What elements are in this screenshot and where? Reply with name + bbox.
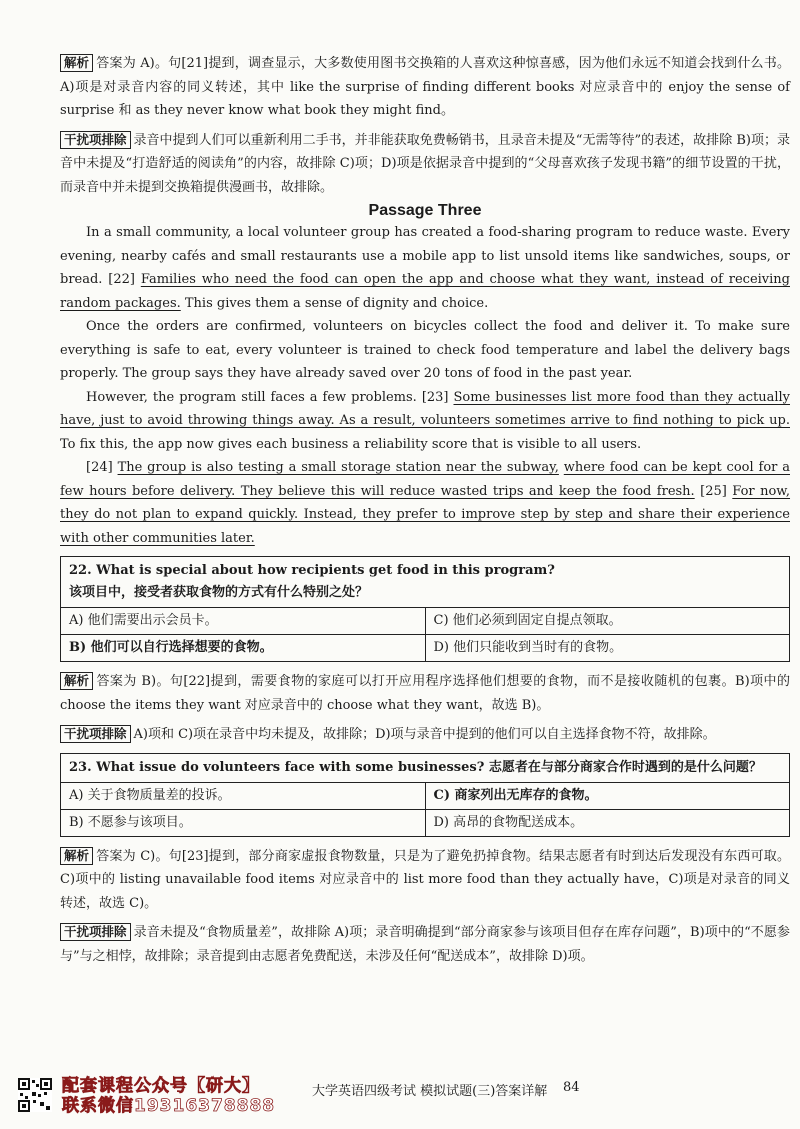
sentence-marker: [24] (86, 460, 113, 475)
option-b-correct: B) 他们可以自行选择想要的食物。 (61, 635, 426, 661)
passage-title: Passage Three (368, 202, 482, 219)
question-23-heading: 23. What issue do volunteers face with some businesses? 志愿者在与部分商家合作时遇到的是什么问题？ (61, 754, 789, 783)
analysis-label: 解析 (60, 847, 93, 865)
distractor-23: 干扰项排除 录音未提及“食物质量差”，故排除 A)项；录音明确提到“部分商家参与该项目但存在库存问题”，B)项中的“不愿参与”与之相悖，故排除；录音提到由志愿者免费配送，未涉及任何“配送成本”，故排除 D)项。 (60, 924, 790, 964)
option-c: C) 他们必须到固定自提点领取。 (433, 613, 622, 628)
page-footer (0, 1076, 800, 1116)
analysis-21 (60, 52, 790, 123)
passage-paragraph-2: Once the orders are confirmed, volunteers on bicycles collect the food and deliver it. To make sure everything is safe to eat, every volunteer is trained to check food temperature and label the delivery bags properly. The group says they have already saved over 20 tons of food in the past year. (60, 319, 790, 381)
question-23-table (60, 753, 790, 837)
answer-page (60, 52, 790, 968)
analysis-label: 解析 (60, 54, 93, 72)
footer-title: 大学英语四级考试 模拟试题(三)答案详解 (312, 1084, 548, 1099)
sentence-marker: [25] (700, 483, 727, 499)
underlined-sentence-23: Some businesses list more food than they actually have, just to avoid throwing things away. As a result, volunteers sometimes arrive to find nothing to pick up. (60, 389, 790, 428)
question-22-chinese: 该项目中，接受者获取食物的方式有什么特别之处？ (69, 585, 369, 600)
distractor-21 (60, 129, 790, 200)
passage-paragraph-3: However, the program still faces a few problems. [23] Some businesses list more food than they actually have, just to avoid throwing things away. As a result, volunteers sometimes arrive to find nothing to pick up. To fix this, the app now gives each business a reliability score that is visible to all users. (60, 389, 790, 452)
distractor-22: 干扰项排除 A)项和 C)项在录音中均未提及，故排除；D)项与录音中提到的他们可以自主选择食物不符，故排除。 (60, 723, 790, 747)
analysis-23: 解析 答案为 C)。句[23]提到，部分商家虚报食物数量，只是为了避免扔掉食物。结果志愿者有时到达后发现没有东西可取。C)项中的 listing unavailable food items 对应录音中的 list more food than they actually have，C)项是对录音的同义转述，故选 C)。 (60, 847, 790, 911)
qr-code-icon (18, 1078, 52, 1112)
option-c-correct: C) 商家列出无库存的食物。 (433, 787, 598, 803)
analysis-label: 解析 (60, 672, 93, 690)
option-a: A) 关于食物质量差的投诉。 (61, 783, 426, 809)
distractor-21-text: 录音中提到人们可以重新利用二手书，并非能获取免费畅销书，且录音未提及“无需等待”的表述，故排除 B)项；录音中未提及“打造舒适的阅读角”的内容，故排除 C)项；D)项是依据录音中提到的“父母喜欢孩子发现书籍”的细节设置的干扰，而录音中并未提到交换箱提供漫画书，故排除。 (60, 132, 790, 195)
underlined-sentence-22: Families who need the food can open the app and choose what they want, instead of receiving random packages. (60, 272, 790, 311)
passage-paragraph-4: [24] The group is also testing a small storage station near the subway, where food can be kept cool for a few hours before delivery. They believe this will reduce wasted trips and keep the food fresh. [25] For now, they do not plan to expand quickly. Instead, they prefer to improve step by step and share their experience with other communities later. (60, 460, 791, 546)
underlined-sentence-25: For now, they do not plan to expand quickly. Instead, they prefer to improve step by step and share their experience with other communities later. (60, 483, 791, 546)
question-22-heading (61, 557, 789, 608)
option-d: D) 他们只能收到当时有的食物。 (433, 640, 623, 655)
sentence-marker: [23] (421, 389, 449, 405)
underlined-sentence-24: The group is also testing a small storage station near the subway, (117, 460, 559, 475)
question-22-table (60, 556, 790, 662)
option-a: A) 他们需要出示会员卡。 (61, 608, 426, 634)
option-b: B) 不愿参与该项目。 (61, 810, 426, 836)
page-number: 84 (563, 1080, 580, 1095)
option-d: D) 高昂的食物配送成本。 (433, 814, 584, 830)
analysis-22: 解析 答案为 B)。句[22]提到，需要食物的家庭可以打开应用程序选择他们想要的食物，而不是接收随机的包裹。B)项中的 choose the items they want 对应录音中的 choose what they want，故选 B)。 (60, 673, 790, 713)
analysis-21-text: 答案为 A)。句[21]提到，调查显示，大多数使用图书交换箱的人喜欢这种惊喜感，因为他们永远不知道会找到什么书。A)项是对录音内容的同义转述，其中 like the surprise of finding different books 对应录音中的 enjoy the sense of surprise 和 as they never know what book they might find。 (60, 56, 790, 118)
promo-watermark: 配套课程公众号【研大】 联系微信19316378888 (62, 1076, 276, 1116)
distractor-label: 干扰项排除 (60, 131, 131, 149)
sentence-marker: [22] (108, 272, 135, 287)
question-22-english: 22. What is special about how recipients get food in this program? (69, 563, 555, 578)
passage-paragraph-1: In a small community, a local volunteer group has created a food-sharing program to reduce waste. Every evening, nearby cafés and small restaurants use a mobile app to list unsold items like sandwiches, soups, or bread. [22] Families who need the food can open the app and choose what they want, instead of receiving random packages. This gives them a sense of dignity and choice. (60, 225, 790, 311)
distractor-label: 干扰项排除 (60, 725, 131, 743)
distractor-label: 干扰项排除 (60, 923, 131, 941)
